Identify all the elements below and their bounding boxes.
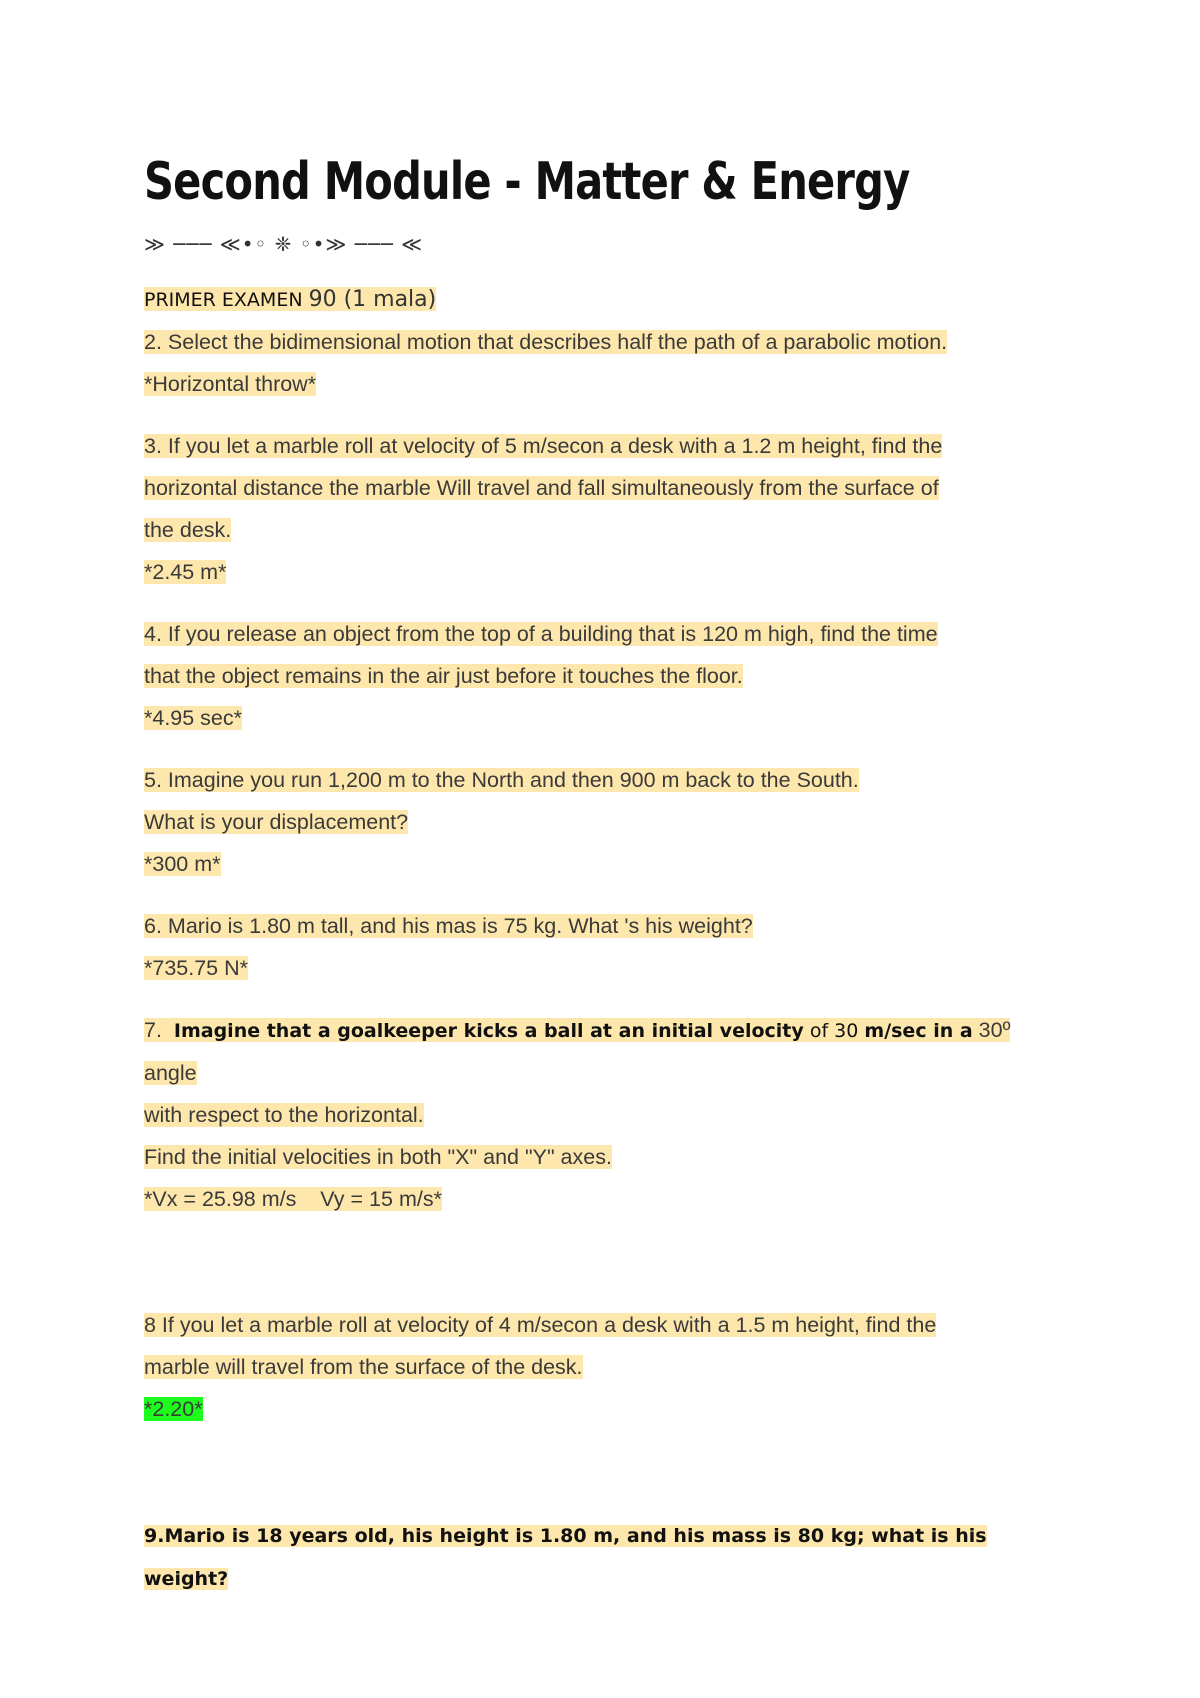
question-line: horizontal distance the marble Will travel and fall simultaneously from the surface of	[144, 476, 939, 500]
answer: *735.75 N*	[144, 956, 248, 980]
exam-score: 90 (1 mala)	[308, 287, 437, 312]
answer: *2.45 m*	[144, 560, 227, 584]
question-text: 30º angle	[144, 1018, 1011, 1085]
question-4	[144, 613, 1064, 655]
question-line: with respect to the horizontal.	[144, 1103, 424, 1127]
answer: *Horizontal throw*	[144, 372, 317, 396]
document-title: Second Module - Matter & Energy	[144, 152, 910, 212]
question-6	[144, 905, 1064, 947]
question-8	[144, 1304, 1064, 1346]
question-line: the desk.	[144, 518, 232, 542]
question-5	[144, 759, 1064, 801]
question-line: 9.Mario is 18 years old, his height is 1.80 m, and his mass is 80 kg; what is his weight?	[144, 1525, 987, 1590]
question-text: of 30	[803, 1020, 865, 1042]
question-line: 5. Imagine you run 1,200 m to the North and then 900 m back to the South.	[144, 768, 859, 792]
question-line: 4. If you release an object from the top of a building that is 120 m high, find the time	[144, 622, 938, 646]
exam-heading	[144, 278, 1064, 321]
question-line: marble will travel from the surface of the desk.	[144, 1355, 583, 1379]
question-line: 2. Select the bidimensional motion that describes half the path of a parabolic motion.	[144, 330, 948, 354]
answer: *Vx = 25.98 m/s Vy = 15 m/s*	[144, 1187, 442, 1211]
question-number: 7.	[144, 1018, 174, 1042]
question-7	[144, 1009, 1064, 1094]
decorative-divider: ≫ ─── ≪•◦ ❈ ◦•≫ ─── ≪	[144, 232, 424, 256]
answer: *2.20*	[144, 1397, 203, 1421]
question-2	[144, 321, 1064, 363]
question-line: 3. If you let a marble roll at velocity of 5 m/secon a desk with a 1.2 m height, find the	[144, 434, 943, 458]
answer: *4.95 sec*	[144, 706, 243, 730]
question-3	[144, 425, 1064, 467]
document-content	[144, 150, 1064, 1600]
exam-label: PRIMER EXAMEN	[144, 289, 309, 311]
answer: *300 m*	[144, 852, 221, 876]
question-line: Find the initial velocities in both "X" and "Y" axes.	[144, 1145, 612, 1169]
question-bold-text: m/sec in a	[864, 1020, 973, 1042]
question-9	[144, 1514, 1064, 1600]
question-line: 8 If you let a marble roll at velocity of 4 m/secon a desk with a 1.5 m height, find the	[144, 1313, 937, 1337]
question-line: 6. Mario is 1.80 m tall, and his mas is 75 kg. What 's his weight?	[144, 914, 753, 938]
question-line: that the object remains in the air just before it touches the floor.	[144, 664, 743, 688]
document-body	[144, 278, 1064, 1600]
question-line: What is your displacement?	[144, 810, 409, 834]
question-bold-text: Imagine that a goalkeeper kicks a ball at an initial velocity	[173, 1020, 804, 1042]
